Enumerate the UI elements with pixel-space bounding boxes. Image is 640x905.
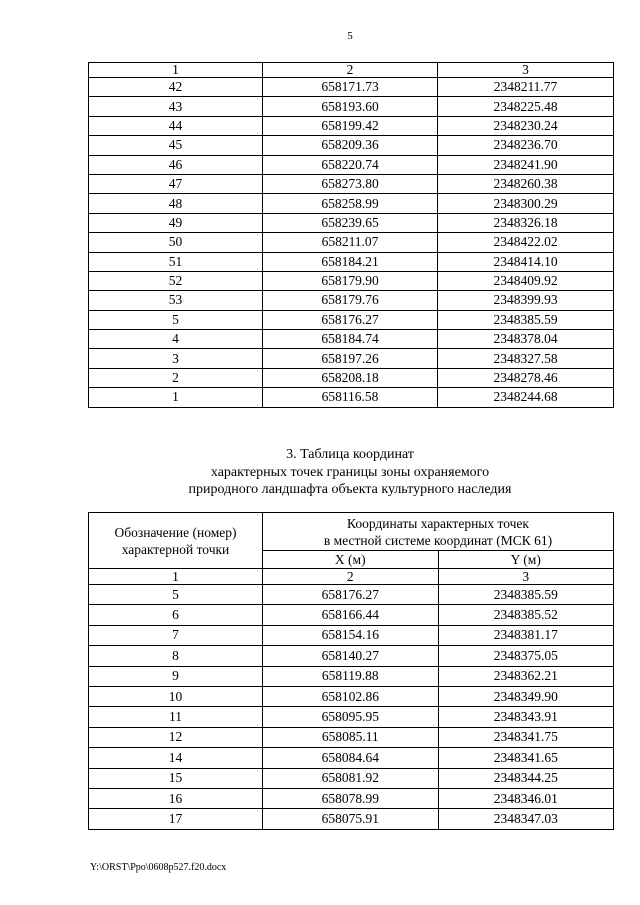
table-row — [89, 349, 614, 368]
caption-line-1: 3. Таблица координат — [286, 447, 414, 462]
point-number-cell: 5 — [89, 310, 263, 329]
table-row — [89, 136, 614, 155]
table-row — [89, 174, 614, 193]
point-number-cell: 11 — [89, 707, 263, 727]
x-coordinate-cell: 658140.27 — [263, 646, 439, 666]
x-coordinate-cell: 658085.11 — [263, 727, 439, 747]
y-coordinate-cell: 3 — [438, 63, 614, 78]
table-row — [89, 291, 614, 310]
table-header-row — [89, 513, 614, 551]
table-row — [89, 97, 614, 116]
coordinates-table-continuation — [88, 62, 614, 408]
x-coordinate-cell: 658179.90 — [263, 271, 438, 290]
table-row — [89, 646, 614, 666]
x-coordinate-cell: 658193.60 — [263, 97, 438, 116]
y-coordinate-cell: 2348409.92 — [438, 271, 614, 290]
point-number-cell: 7 — [89, 625, 263, 645]
point-number-cell: 12 — [89, 727, 263, 747]
table-3-caption — [0, 446, 640, 499]
table-row — [89, 310, 614, 329]
table-row — [89, 727, 614, 747]
point-number-cell: 42 — [89, 78, 263, 97]
x-coordinate-cell: 658199.42 — [263, 116, 438, 135]
y-coordinate-cell: 2348278.46 — [438, 368, 614, 387]
point-number-cell: 17 — [89, 809, 263, 829]
y-header: Y (м) — [438, 551, 614, 569]
x-coordinate-cell: 658239.65 — [263, 213, 438, 232]
point-number-cell: 50 — [89, 233, 263, 252]
coordinates-header-line-1: Координаты характерных точек — [347, 515, 529, 531]
coordinates-table-3 — [88, 512, 614, 830]
point-number-cell: 16 — [89, 788, 263, 808]
y-coordinate-cell: 2348225.48 — [438, 97, 614, 116]
table-row — [89, 809, 614, 829]
column-number-row — [89, 569, 614, 585]
point-number-cell: 43 — [89, 97, 263, 116]
y-coordinate-cell: 2348211.77 — [438, 78, 614, 97]
point-number-cell: 15 — [89, 768, 263, 788]
table-row — [89, 388, 614, 407]
table-row — [89, 625, 614, 645]
x-header: X (м) — [263, 551, 439, 569]
x-coordinate-cell: 658220.74 — [263, 155, 438, 174]
x-coordinate-cell: 658095.95 — [263, 707, 439, 727]
x-coordinate-cell: 658258.99 — [263, 194, 438, 213]
x-coordinate-cell: 658184.21 — [263, 252, 438, 271]
y-coordinate-cell: 2348244.68 — [438, 388, 614, 407]
y-coordinate-cell: 2348378.04 — [438, 330, 614, 349]
y-coordinate-cell: 2348326.18 — [438, 213, 614, 232]
x-coordinate-cell: 658179.76 — [263, 291, 438, 310]
point-number-cell: 9 — [89, 666, 263, 686]
point-number-cell: 46 — [89, 155, 263, 174]
y-coordinate-cell: 2348341.65 — [438, 748, 614, 768]
table-row — [89, 233, 614, 252]
y-coordinate-cell: 2348300.29 — [438, 194, 614, 213]
y-coordinate-cell: 2348343.91 — [438, 707, 614, 727]
point-number-cell: 45 — [89, 136, 263, 155]
table-row — [89, 213, 614, 232]
point-number-cell: 53 — [89, 291, 263, 310]
point-number-cell: 48 — [89, 194, 263, 213]
table-row — [89, 666, 614, 686]
y-coordinate-cell: 2348241.90 — [438, 155, 614, 174]
table-row — [89, 116, 614, 135]
y-coordinate-cell: 2348327.58 — [438, 349, 614, 368]
table-row — [89, 768, 614, 788]
x-coordinate-cell: 658197.26 — [263, 349, 438, 368]
point-number-header: Обозначение (номер) характерной точки — [89, 513, 263, 569]
coordinates-header — [263, 513, 614, 551]
y-coordinate-cell: 2348362.21 — [438, 666, 614, 686]
point-number-cell: 49 — [89, 213, 263, 232]
y-coordinate-cell: 2348260.38 — [438, 174, 614, 193]
y-coordinate-cell: 2348236.70 — [438, 136, 614, 155]
y-coordinate-cell: 2348375.05 — [438, 646, 614, 666]
caption-line-3: природного ландшафта объекта культурного наследия — [188, 482, 512, 497]
table-row — [89, 271, 614, 290]
table-row — [89, 194, 614, 213]
point-number-cell: 1 — [89, 388, 263, 407]
y-coordinate-cell: 2348385.59 — [438, 585, 614, 605]
point-number-cell: 3 — [89, 349, 263, 368]
table-row — [89, 686, 614, 706]
point-number-cell: 5 — [89, 585, 263, 605]
x-coordinate-cell: 658075.91 — [263, 809, 439, 829]
point-number-cell: 51 — [89, 252, 263, 271]
x-coordinate-cell: 658102.86 — [263, 686, 439, 706]
point-number-cell: 2 — [89, 368, 263, 387]
table-row — [89, 707, 614, 727]
point-number-cell: 8 — [89, 646, 263, 666]
coordinates-header-line-2: в местной системе координат (МСК 61) — [323, 532, 553, 548]
x-coordinate-cell: 658116.58 — [263, 388, 438, 407]
x-coordinate-cell: 658166.44 — [263, 605, 439, 625]
file-path-footer: Y:\ORST\Ppo\0608p527.f20.docx — [90, 862, 227, 873]
column-number-row — [89, 63, 614, 78]
x-coordinate-cell: 2 — [263, 569, 439, 585]
page-number: 5 — [347, 30, 353, 42]
y-coordinate-cell: 2348381.17 — [438, 625, 614, 645]
x-coordinate-cell: 658171.73 — [263, 78, 438, 97]
x-coordinate-cell: 658211.07 — [263, 233, 438, 252]
x-coordinate-cell: 658119.88 — [263, 666, 439, 686]
table-row — [89, 252, 614, 271]
x-coordinate-cell: 2 — [263, 63, 438, 78]
y-coordinate-cell: 2348341.75 — [438, 727, 614, 747]
table-row — [89, 78, 614, 97]
table-row — [89, 788, 614, 808]
point-number-cell: 1 — [89, 569, 263, 585]
point-number-cell: 14 — [89, 748, 263, 768]
y-coordinate-cell: 2348422.02 — [438, 233, 614, 252]
y-coordinate-cell: 2348414.10 — [438, 252, 614, 271]
point-number-cell: 10 — [89, 686, 263, 706]
table-row — [89, 605, 614, 625]
x-coordinate-cell: 658084.64 — [263, 748, 439, 768]
table-row — [89, 368, 614, 387]
table-row — [89, 155, 614, 174]
point-number-cell: 1 — [89, 63, 263, 78]
y-coordinate-cell: 2348230.24 — [438, 116, 614, 135]
x-coordinate-cell: 658209.36 — [263, 136, 438, 155]
y-coordinate-cell: 2348349.90 — [438, 686, 614, 706]
y-coordinate-cell: 2348344.25 — [438, 768, 614, 788]
x-coordinate-cell: 658154.16 — [263, 625, 439, 645]
y-coordinate-cell: 2348346.01 — [438, 788, 614, 808]
point-number-cell: 4 — [89, 330, 263, 349]
table-row — [89, 330, 614, 349]
y-coordinate-cell: 3 — [438, 569, 614, 585]
point-number-cell: 47 — [89, 174, 263, 193]
x-coordinate-cell: 658184.74 — [263, 330, 438, 349]
x-coordinate-cell: 658081.92 — [263, 768, 439, 788]
x-coordinate-cell: 658176.27 — [263, 585, 439, 605]
table-row — [89, 585, 614, 605]
y-coordinate-cell: 2348347.03 — [438, 809, 614, 829]
y-coordinate-cell: 2348385.52 — [438, 605, 614, 625]
point-number-cell: 6 — [89, 605, 263, 625]
point-number-cell: 52 — [89, 271, 263, 290]
y-coordinate-cell: 2348385.59 — [438, 310, 614, 329]
x-coordinate-cell: 658208.18 — [263, 368, 438, 387]
caption-line-2: характерных точек границы зоны охраняемого — [210, 464, 490, 480]
y-coordinate-cell: 2348399.93 — [438, 291, 614, 310]
table-row — [89, 748, 614, 768]
x-coordinate-cell: 658078.99 — [263, 788, 439, 808]
x-coordinate-cell: 658176.27 — [263, 310, 438, 329]
point-number-cell: 44 — [89, 116, 263, 135]
x-coordinate-cell: 658273.80 — [263, 174, 438, 193]
